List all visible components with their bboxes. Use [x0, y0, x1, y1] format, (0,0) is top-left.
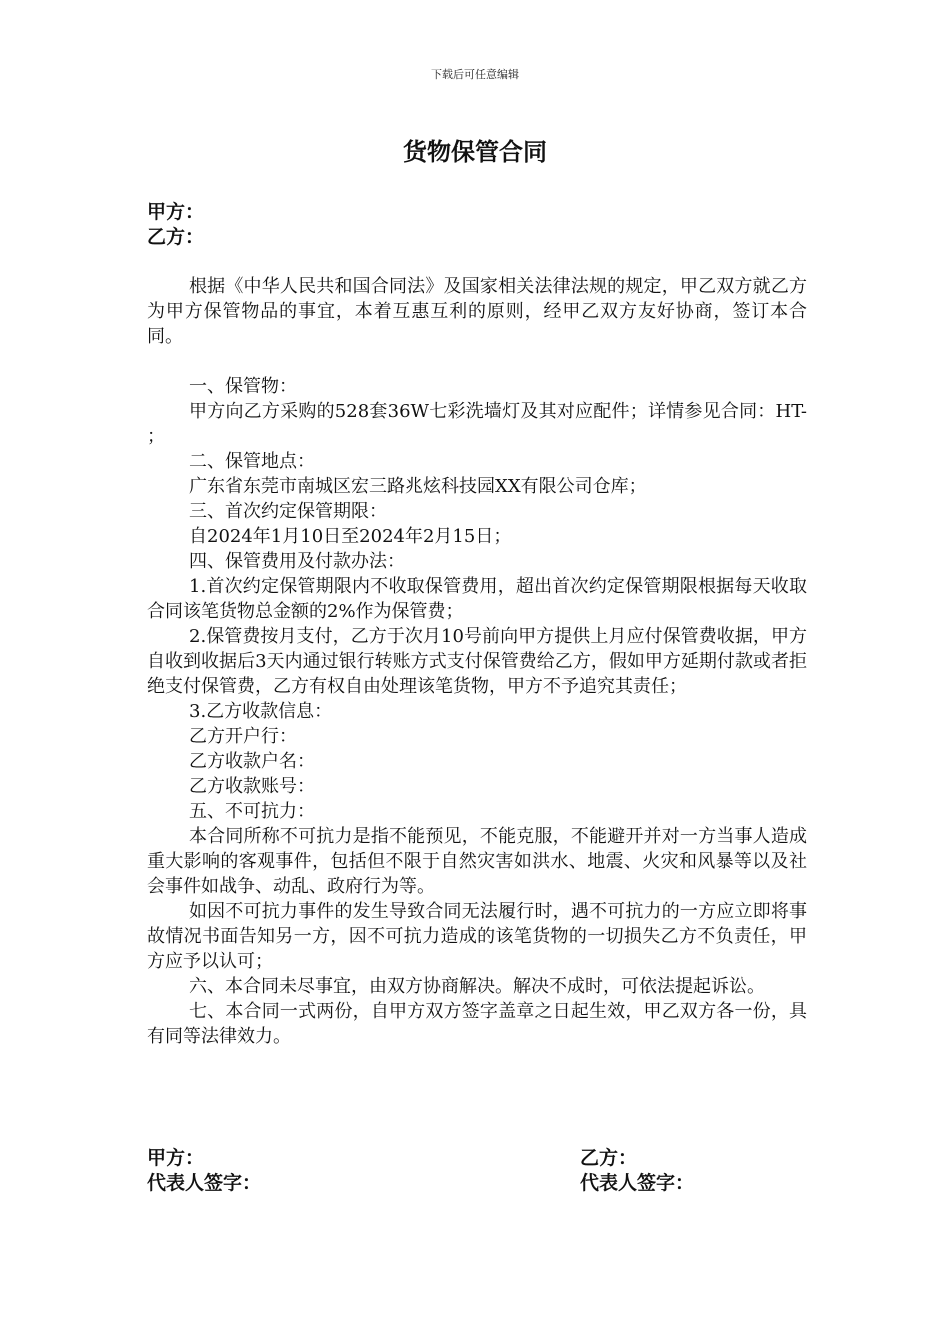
- party-a-label: 甲方：: [147, 201, 205, 223]
- preamble-paragraph: 根据《中华人民共和国合同法》及国家相关法律法规的规定，甲乙双方就乙方为甲方保管物品的事宜，本着互惠互利的原则，经甲乙双方友好协商，签订本合同。: [147, 276, 807, 347]
- account-number-line: 乙方收款账号：: [189, 776, 315, 797]
- clause-5-text-1: 本合同所称不可抗力是指不能预见，不能克服，不能避开并对一方当事人造成重大影响的客观事件，包括但不限于自然灾害如洪水、地震、火灾和风暴等以及社会事件如战争、动乱、政府行为等。: [147, 826, 807, 897]
- clause-4-item-3: 3.乙方收款信息：: [189, 701, 333, 722]
- signature-block-party-a: [147, 1146, 261, 1196]
- clause-3-text: 自2024年1月10日至2024年2月15日；: [189, 526, 512, 547]
- contract-body: [147, 274, 807, 1049]
- account-name-line: 乙方收款户名：: [189, 751, 315, 772]
- clause-1-heading: 一、保管物：: [189, 376, 297, 397]
- signature-party-b-rep: 代表人签字：: [580, 1172, 695, 1194]
- clause-4-item-2: 2.保管费按月支付，乙方于次月10号前向甲方提供上月应付保管费收据，甲方自收到收据后3天内通过银行转账方式支付保管费给乙方，假如甲方延期付款或者拒绝支付保管费，乙方有权自由处理该笔货物，甲方不予追究其责任；: [147, 626, 807, 697]
- clause-3-heading: 三、首次约定保管期限：: [189, 501, 387, 522]
- clause-2-heading: 二、保管地点：: [189, 451, 315, 472]
- party-b-label: 乙方：: [147, 226, 205, 248]
- signature-block-party-b: [580, 1146, 694, 1196]
- signature-party-a-label: 甲方：: [147, 1147, 205, 1169]
- signature-party-a-rep: 代表人签字：: [147, 1172, 262, 1194]
- clause-4-item-1: 1.首次约定保管期限内不收取保管费用，超出首次约定保管期限根据每天收取合同该笔货物总金额的2%作为保管费；: [147, 576, 807, 622]
- parties-block: [147, 200, 204, 250]
- document-title: 货物保管合同: [403, 138, 547, 166]
- bank-name-line: 乙方开户行：: [189, 726, 297, 747]
- clause-1-text: 甲方向乙方采购的528套36W七彩洗墙灯及其对应配件；详情参见合同：HT- ；: [147, 401, 807, 447]
- clause-2-text: 广东省东莞市南城区宏三路兆炫科技园XX有限公司仓库；: [189, 476, 647, 497]
- clause-4-heading: 四、保管费用及付款办法：: [189, 551, 405, 572]
- spacer: [147, 349, 807, 374]
- signature-party-b-label: 乙方：: [580, 1147, 638, 1169]
- clause-7-text: 七、本合同一式两份，自甲方双方签字盖章之日起生效，甲乙双方各一份，具有同等法律效力。: [147, 1001, 807, 1047]
- clause-6-text: 六、本合同未尽事宜，由双方协商解决。解决不成时，可依法提起诉讼。: [189, 976, 765, 997]
- header-note: 下载后可任意编辑: [431, 68, 519, 81]
- clause-5-heading: 五、不可抗力：: [189, 801, 315, 822]
- clause-5-text-2: 如因不可抗力事件的发生导致合同无法履行时，遇不可抗力的一方应立即将事故情况书面告知另一方，因不可抗力造成的该笔货物的一切损失乙方不负责任，甲方应予以认可；: [147, 901, 807, 972]
